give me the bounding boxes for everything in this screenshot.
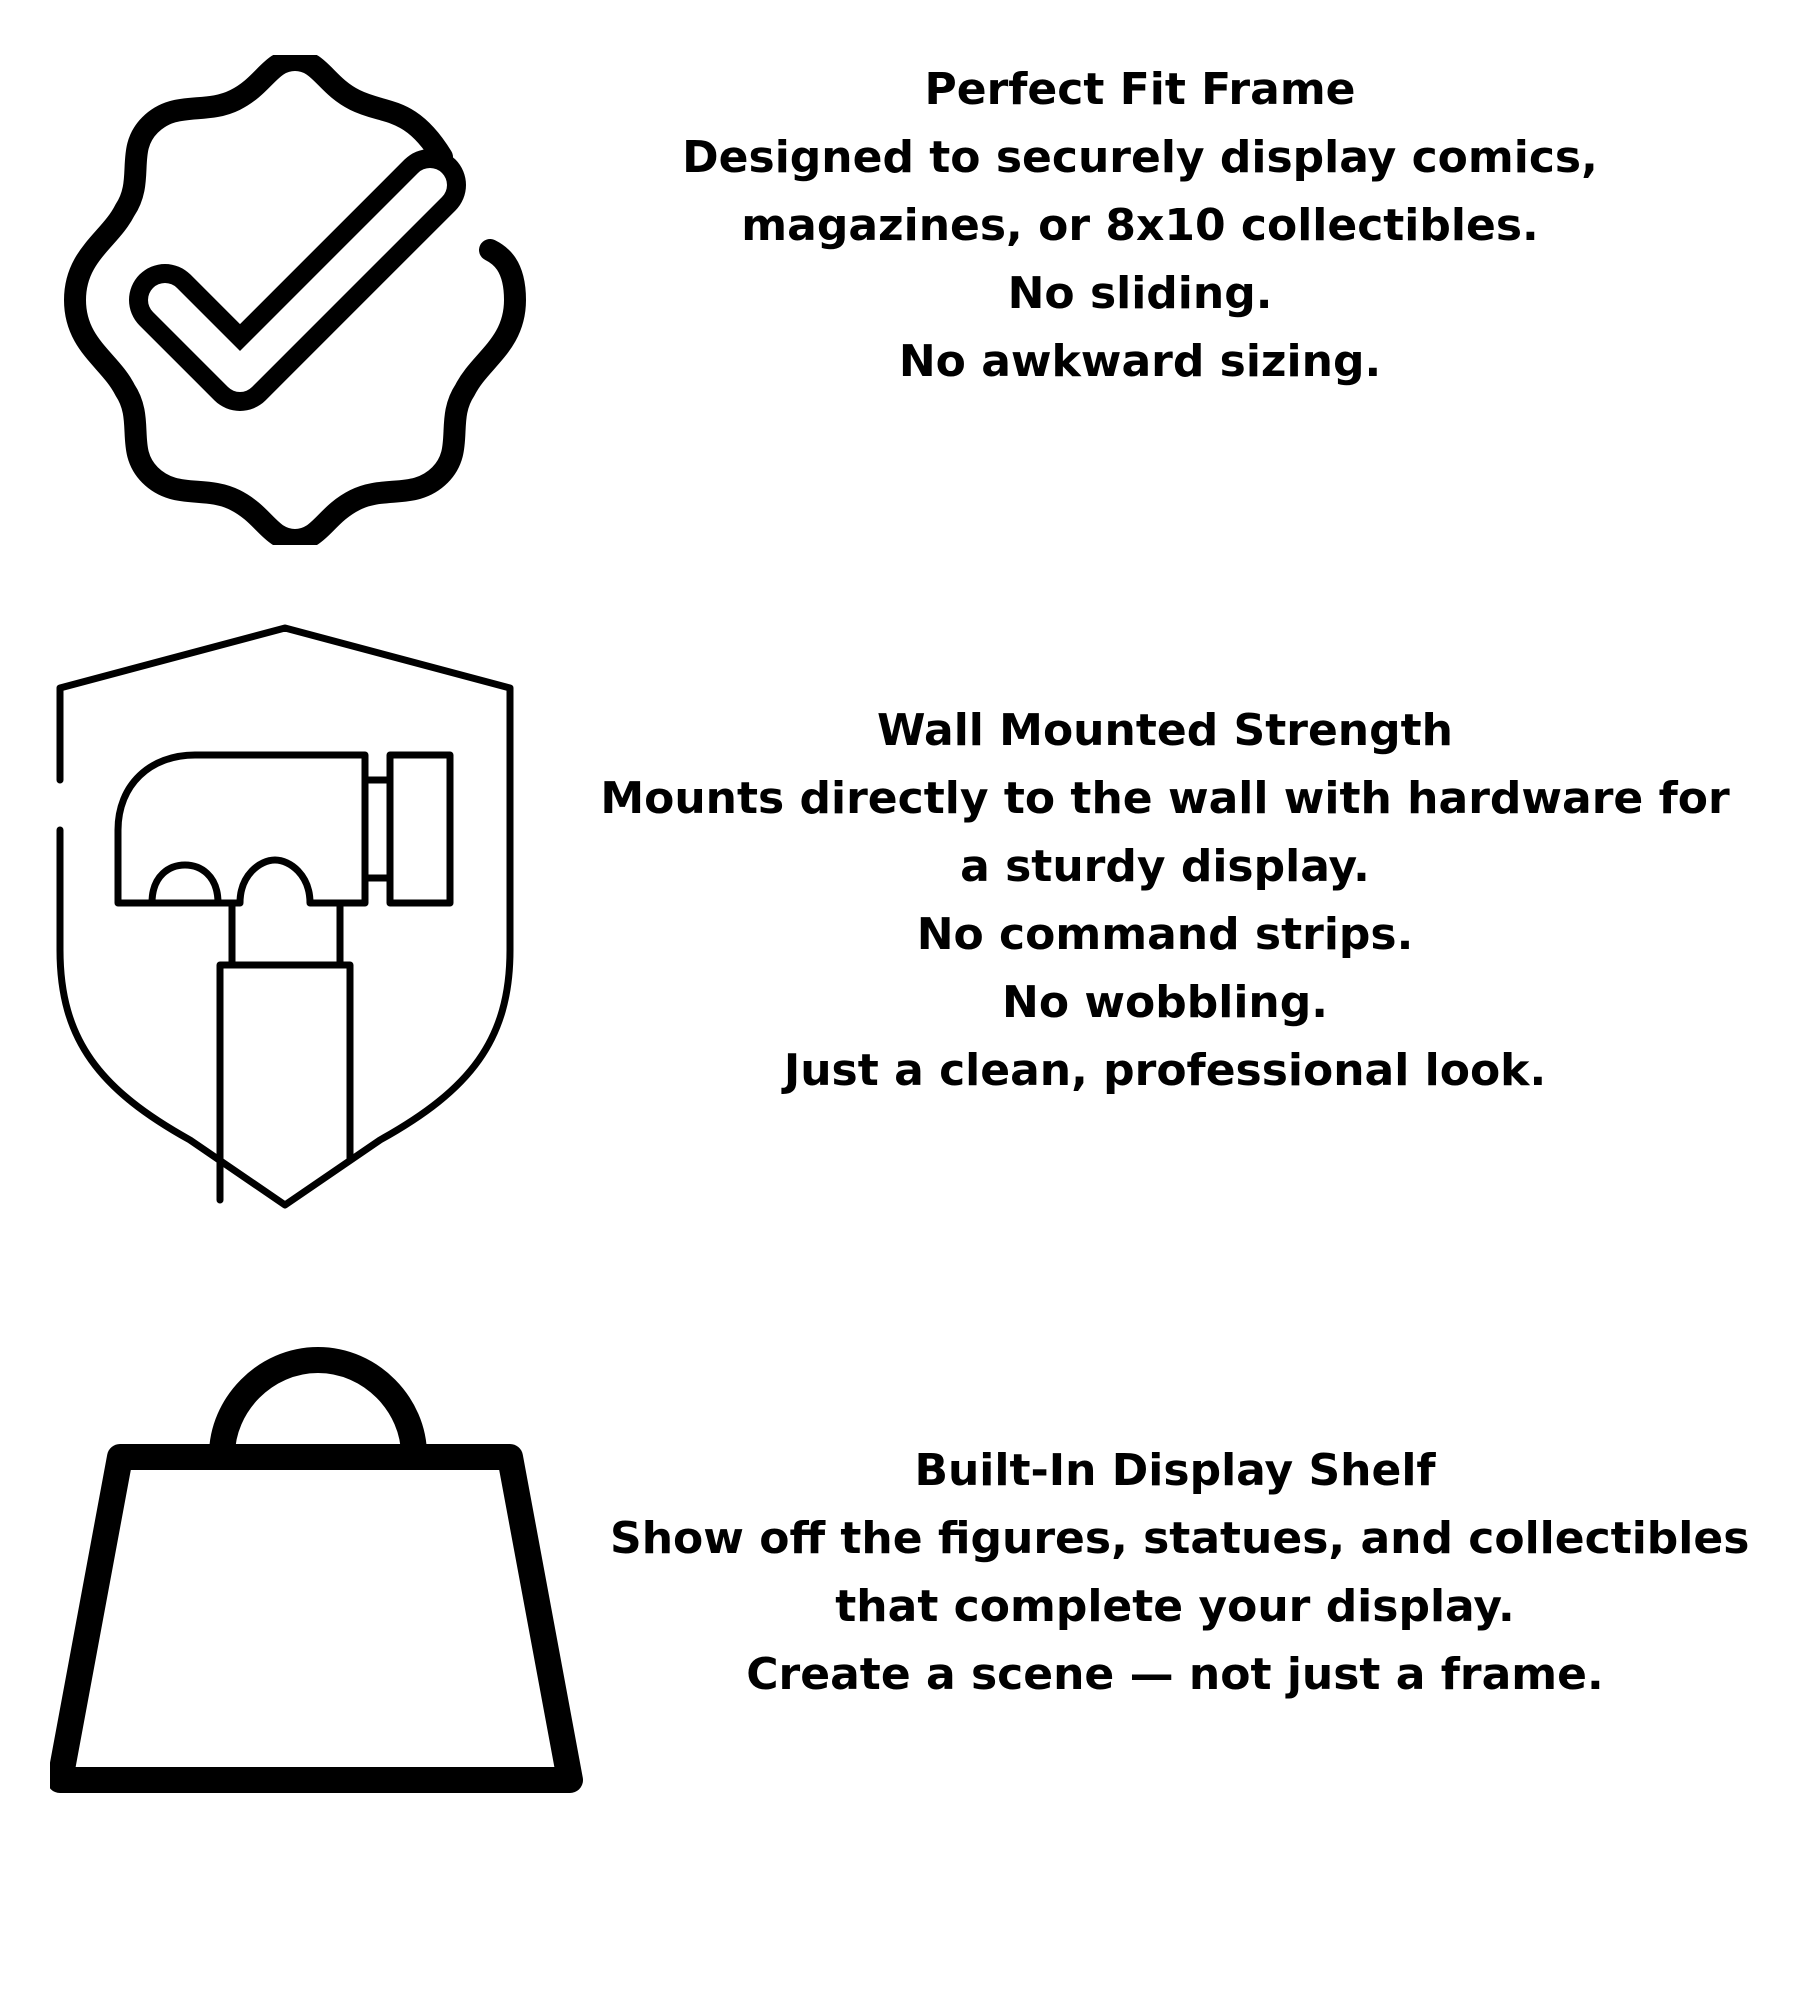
feature-line: No command strips. bbox=[916, 909, 1414, 960]
feature-line: a sturdy display. bbox=[960, 841, 1370, 892]
feature-line: No wobbling. bbox=[1002, 977, 1328, 1028]
feature-wall-mounted-strength bbox=[0, 600, 1800, 1220]
feature-line: magazines, or 8x10 collectibles. bbox=[741, 200, 1539, 251]
feature-line: Designed to securely display comics, bbox=[682, 132, 1598, 183]
feature-title: Perfect Fit Frame bbox=[924, 64, 1356, 115]
feature-title: Wall Mounted Strength bbox=[877, 705, 1453, 756]
feature-text-block bbox=[620, 56, 1660, 396]
feature-line: No sliding. bbox=[1007, 268, 1273, 319]
feature-line: Just a clean, professional look. bbox=[783, 1045, 1547, 1096]
feature-line: that complete your display. bbox=[835, 1581, 1515, 1632]
feature-built-in-display-shelf bbox=[0, 1300, 1800, 1820]
feature-text-block bbox=[600, 697, 1730, 1105]
feature-perfect-fit-frame bbox=[0, 0, 1800, 560]
feature-line: No awkward sizing. bbox=[898, 336, 1382, 387]
feature-line: Create a scene — not just a frame. bbox=[746, 1649, 1604, 1700]
feature-line: Mounts directly to the wall with hardware for bbox=[600, 773, 1730, 824]
feature-title: Built-In Display Shelf bbox=[914, 1445, 1436, 1496]
shield-hammer-icon bbox=[50, 620, 520, 1210]
feature-line: Show off the figures, statues, and collectibles bbox=[610, 1513, 1750, 1564]
weight-icon bbox=[50, 1320, 590, 1800]
feature-text-block bbox=[610, 1437, 1750, 1709]
verified-check-badge-icon bbox=[50, 55, 540, 545]
